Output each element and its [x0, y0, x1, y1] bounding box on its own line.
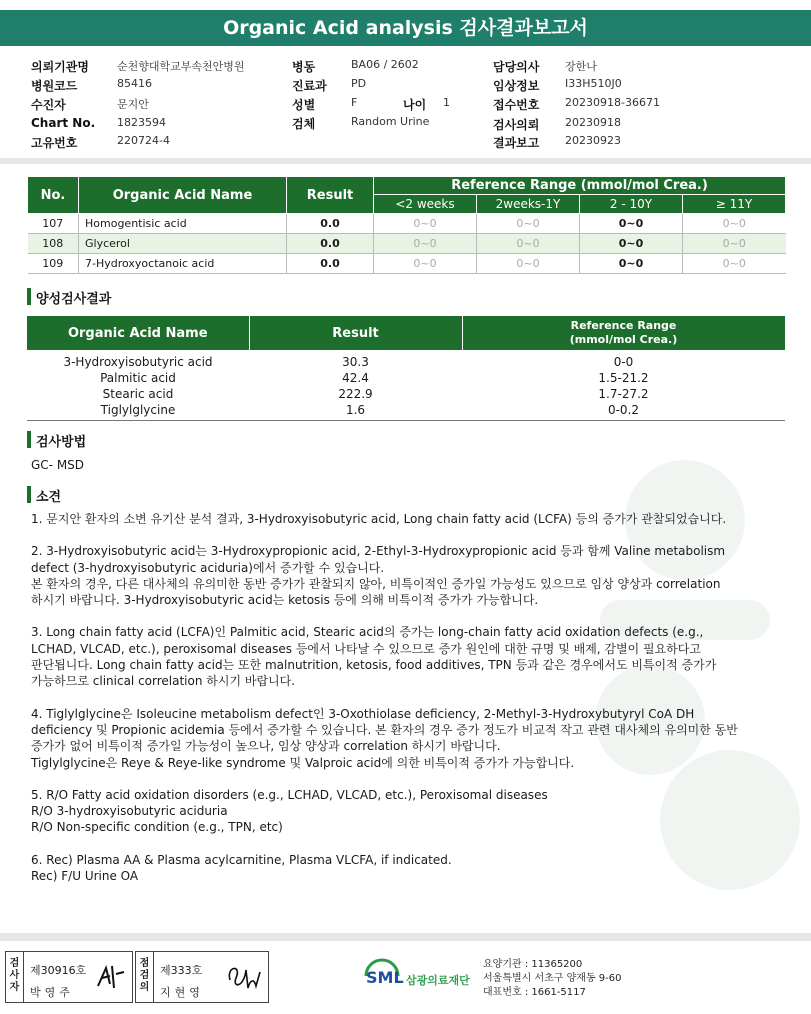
institution-label: 의뢰기관명: [31, 60, 89, 74]
col-ref-range: Reference Range (mmol/mol Crea.): [374, 177, 786, 195]
col-name: Organic Acid Name: [27, 316, 249, 350]
method-text: GC- MSD: [31, 458, 85, 472]
signature-mark-icon: [224, 960, 264, 994]
tester-name: 박영주: [30, 986, 74, 999]
row-name: Homogentisic acid: [79, 214, 287, 234]
table-bottom-rule: [27, 420, 785, 421]
specimen-value: Random Urine: [351, 115, 430, 128]
row-ref-4: 0~0: [683, 254, 786, 274]
row-no: 109: [28, 254, 79, 274]
row-ref-2: 0~0: [477, 254, 580, 274]
institution-value: 순천향대학교부속천안병원: [117, 60, 245, 73]
receipt-no-value: 20230918-36671: [565, 96, 660, 109]
footer: [0, 944, 811, 1014]
org-name: 삼광의료재단: [406, 974, 470, 987]
col-ref-range: [462, 316, 785, 350]
sml-logo: [362, 958, 470, 997]
row-ref-1: 0~0: [374, 214, 477, 234]
row-ref: 1.5-21.2: [598, 371, 649, 385]
report-date-value: 20230923: [565, 134, 621, 147]
reviewer-signature-box: [135, 951, 269, 1003]
row-ref-3: 0~0: [580, 214, 683, 234]
patient-info: [0, 56, 811, 156]
receipt-no-label: 접수번호: [493, 98, 540, 112]
row-ref-2: 0~0: [477, 214, 580, 234]
ward-value: BA06 / 2602: [351, 58, 419, 71]
ward-label: 병동: [292, 60, 316, 74]
row-no: 107: [28, 214, 79, 234]
unique-no-label: 고유번호: [31, 136, 78, 150]
org-address: 서울특별시 서초구 양재동 9-60: [483, 973, 622, 984]
clinical-info-value: I33H510J0: [565, 77, 622, 90]
doctor-value: 장한나: [565, 60, 597, 73]
report-date-label: 결과보고: [493, 136, 540, 150]
care-code: 요양기관 : 11365200: [483, 959, 583, 970]
table-row: [27, 354, 785, 370]
row-result: 222.9: [338, 387, 373, 401]
doctor-label: 담당의사: [493, 60, 540, 74]
table-row: [27, 386, 785, 402]
positive-results-table: [27, 316, 786, 418]
row-result: 30.3: [342, 355, 369, 369]
recipient-value: 문지안: [117, 98, 149, 111]
divider: [0, 933, 811, 941]
finding-paragraph: 6. Rec) Plasma AA & Plasma acylcarnitine, Plasma VLCFA, if indicated. Rec) F/U Urine OA: [31, 852, 452, 884]
logo-text: SML: [366, 968, 404, 987]
findings-text: [31, 511, 776, 900]
col-no: No.: [28, 177, 79, 214]
finding-paragraph: 2. 3-Hydroxyisobutyric acid는 3-Hydroxypropionic acid, 2-Ethyl-3-Hydroxypropionic acid 등과 함께 Valine metabolism defect (3-hydroxyisobutyric aciduria)에서 증가할 수 있습니다. 본 환자의 경우, 다른 대사체의 유의미한 동반 증가가 관찰되지 않아, 비특이적인 증가일 가능성도 있으므로 임상 양상과 correlation 하시기 바랍니다. 3-Hydroxyisobutyric acid는 ketosis 등에 의해 비특이적 증가가 가능합니다.: [31, 544, 726, 608]
row-ref: 0-0.2: [607, 403, 640, 417]
dept-value: PD: [351, 77, 367, 90]
hospital-code-label: 병원코드: [31, 79, 78, 93]
sex-value: F: [351, 96, 358, 109]
row-ref-1: 0~0: [374, 254, 477, 274]
row-ref-3: 0~0: [580, 234, 683, 254]
method-heading: 검사방법: [27, 431, 86, 447]
signature-mark-icon: [94, 960, 128, 994]
row-name: 7-Hydroxyoctanoic acid: [79, 254, 287, 274]
row-result: 0.0: [287, 254, 374, 274]
request-date-label: 검사의뢰: [493, 118, 540, 132]
tester-label: 검사자: [6, 952, 24, 1002]
row-ref: 0-0: [613, 355, 634, 369]
table-row: [28, 254, 786, 274]
finding-paragraph: 4. Tiglylglycine은 Isoleucine metabolism defect인 3-Oxothiolase deficiency, 2-Methyl-3-Hydroxybutyryl CoA DH deficiency 및 Propionic acidemia 등에서 증가할 수 있습니다. 본 환자의 경우 증가 정도가 비교적 작고 관련 대사체의 유의미한 동반 증가가 없어 비특이적 증가일 가능성이 높으나, 임상 양상과 correlation 하시기 바랍니다. Tiglylglycine은 Reye & Reye-like syndrome 및 Valproic acid에 의한 비특이적 증가가 가능합니다.: [31, 706, 738, 770]
chart-no-value: 1823594: [117, 116, 166, 129]
row-ref-3: 0~0: [580, 254, 683, 274]
table-row: [28, 234, 786, 254]
row-name: Tiglylglycine: [100, 403, 176, 417]
row-name: Stearic acid: [102, 387, 174, 401]
dept-label: 진료과: [292, 79, 327, 93]
tester-signature-box: [5, 951, 133, 1003]
finding-paragraph: 3. Long chain fatty acid (LCFA)인 Palmitic acid, Stearic acid의 증가는 long-chain fatty acid oxidation defects (e.g., LCHAD, VLCAD, etc.), peroxisomal diseases 등에서 나타날 수 있으므로 증가 원인에 대한 규명 및 배제, 감별이 필요하다고 판단됩니다. Long chain fatty acid는 또한 malnutrition, ketosis, food additives, TPN 등과 같은 경우에서도 비특이적 증가가 가능하므로 clinical correlation 하시기 바랍니다.: [31, 625, 717, 689]
divider: [0, 158, 811, 164]
report-title: Organic Acid analysis 검사결과보고서: [0, 10, 811, 46]
results-table: [27, 176, 786, 274]
reviewer-license: 제333호: [160, 964, 203, 977]
age-label: 나이: [403, 98, 427, 112]
col-result: Result: [287, 177, 374, 214]
row-result: 0.0: [287, 234, 374, 254]
org-phone: 대표번호 : 1661-5117: [483, 987, 586, 998]
finding-paragraph: 1. 문지안 환자의 소변 유기산 분석 결과, 3-Hydroxyisobutyric acid, Long chain fatty acid (LCFA) 등의 증가가 관찰되었습니다.: [31, 512, 727, 526]
row-result: 1.6: [345, 403, 366, 417]
row-result: 0.0: [287, 214, 374, 234]
row-ref: 1.7-27.2: [598, 387, 649, 401]
row-ref-1: 0~0: [374, 234, 477, 254]
recipient-label: 수진자: [31, 98, 66, 112]
row-ref-2: 0~0: [477, 234, 580, 254]
row-ref-4: 0~0: [683, 214, 786, 234]
row-ref-4: 0~0: [683, 234, 786, 254]
row-name: 3-Hydroxyisobutyric acid: [63, 355, 213, 369]
table-row: [27, 370, 785, 386]
col-age-4: ≥ 11Y: [683, 195, 786, 214]
row-result: 42.4: [342, 371, 369, 385]
finding-paragraph: 5. R/O Fatty acid oxidation disorders (e.g., LCHAD, VLCAD, etc.), Peroxisomal diseases R/O 3-hydroxyisobutyric aciduria R/O Non-specific condition (e.g., TPN, etc): [31, 787, 548, 835]
row-no: 108: [28, 234, 79, 254]
ref-range-line1: Reference Range: [570, 319, 677, 332]
table-row: [28, 214, 786, 234]
reviewer-label: 점검의: [136, 952, 154, 1002]
tester-license: 제30916호: [30, 964, 87, 977]
col-name: Organic Acid Name: [79, 177, 287, 214]
sex-label: 성별: [292, 98, 316, 112]
reviewer-name: 지현영: [160, 986, 204, 999]
clinical-info-label: 임상정보: [493, 79, 540, 93]
row-name: Palmitic acid: [100, 371, 176, 385]
specimen-label: 검체: [292, 117, 316, 131]
findings-heading: 소견: [27, 486, 61, 502]
col-result: Result: [249, 316, 462, 350]
row-name: Glycerol: [79, 234, 287, 254]
table-row: [27, 402, 785, 418]
col-age-3: 2 - 10Y: [580, 195, 683, 214]
chart-no-label: Chart No.: [31, 116, 96, 130]
unique-no-value: 220724-4: [117, 134, 170, 147]
positive-results-heading: 양성검사결과: [27, 288, 111, 304]
col-age-1: <2 weeks: [374, 195, 477, 214]
ref-range-line2: (mmol/mol Crea.): [569, 333, 678, 346]
age-value: 1: [443, 96, 450, 109]
org-info: [483, 958, 622, 1000]
hospital-code-value: 85416: [117, 77, 152, 90]
request-date-value: 20230918: [565, 116, 621, 129]
col-age-2: 2weeks-1Y: [477, 195, 580, 214]
